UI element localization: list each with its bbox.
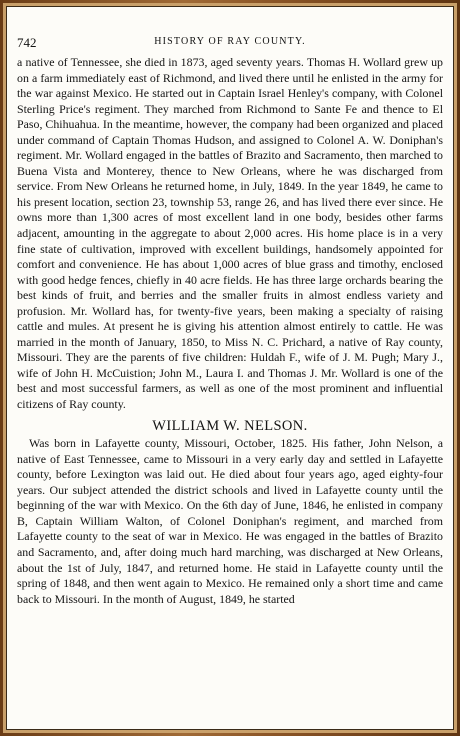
page-number: 742 (17, 35, 37, 50)
page-body (17, 55, 443, 607)
page-header (17, 35, 443, 51)
nelson-paragraph: Was born in Lafayette county, Missouri, October, 1825. His father, John Nelson, a native of East Tennessee, came to Missouri in a very early day and settled in Lafayette county, before Lexington was laid out. He died about four years ago, aged eighty-four years. Our subject attended the district schools and lived in Lafayette county until the beginning of the war with Mexico. On the 6th day of June, 1846, he enlisted in company B, Captain William Walton, of Colonel Doniphan's regiment, and marched from Lafayette county to the seat of war in Mexico. He was engaged in the battles of Brazito and Sacramento, and, after doing much hard marching, was discharged at New Orleans, about the 1st of July, 1847, and returned home. He staid in Lafayette county until the spring of 1848, and then went again to Mexico. He remained only a short time and came back to Missouri. In the month of August, 1849, he started (17, 436, 443, 606)
wollard-paragraph: a native of Tennessee, she died in 1873, aged seventy years. Thomas H. Wollard grew up on a farm immediately east of Richmond, and lived there until he enlisted in the army for the war against Mexico. He started out in Captain Israel Henley's company, with Colonel Sterling Price's regiment. They marched from Richmond to Sante Fe and thence to El Paso, Chihuahua. In the meantime, however, the company had been organized and placed under command of Captain Thomas Hudson, and assigned to Colonel A. W. Doniphan's regiment. Mr. Wollard engaged in the battles of Brazito and Sacramento, then marched to Buena Vista and Monterey, thence to New Orleans, where he was discharged from service. From New Orleans he returned home, in July, 1849. In the year 1849, he came to his present location, section 23, township 53, range 26, and has lived there ever since. He owns more than 1,300 acres of most excellent land in one body, besides other farms adjacent, amounting in the aggregate to about 2,000 acres. His home place is in a very fine state of cultivation, improved with excellent buildings, handsomely appointed for comfort and convenience. He has about 1,000 acres of blue grass and timothy, enclosed with good hedge fences, chiefly in 40 acre fields. He has three large orchards bearing the best kinds of fruit, and berries and the smaller fruits in almost endless variety and profusion. Mr. Wollard has, for twenty-five years, been making a specialty of raising cattle and mules. At present he is giving his attention almost entirely to cattle. He was married in the month of January, 1850, to Miss N. C. Prichard, a native of Ray county, Missouri. They are the parents of five children: Huldah F., wife of J. M. Pugh; Mary J., wife of John H. McCuistion; John M., Laura I. and Thomas J. Mr. Wollard is one of the best and most successful farmers, as well as one of the most prominent and influential citizens of Ray county. (17, 55, 443, 412)
section-title: WILLIAM W. NELSON. (152, 417, 308, 434)
book-page (6, 6, 454, 730)
running-head: HISTORY OF RAY COUNTY. (154, 36, 306, 47)
